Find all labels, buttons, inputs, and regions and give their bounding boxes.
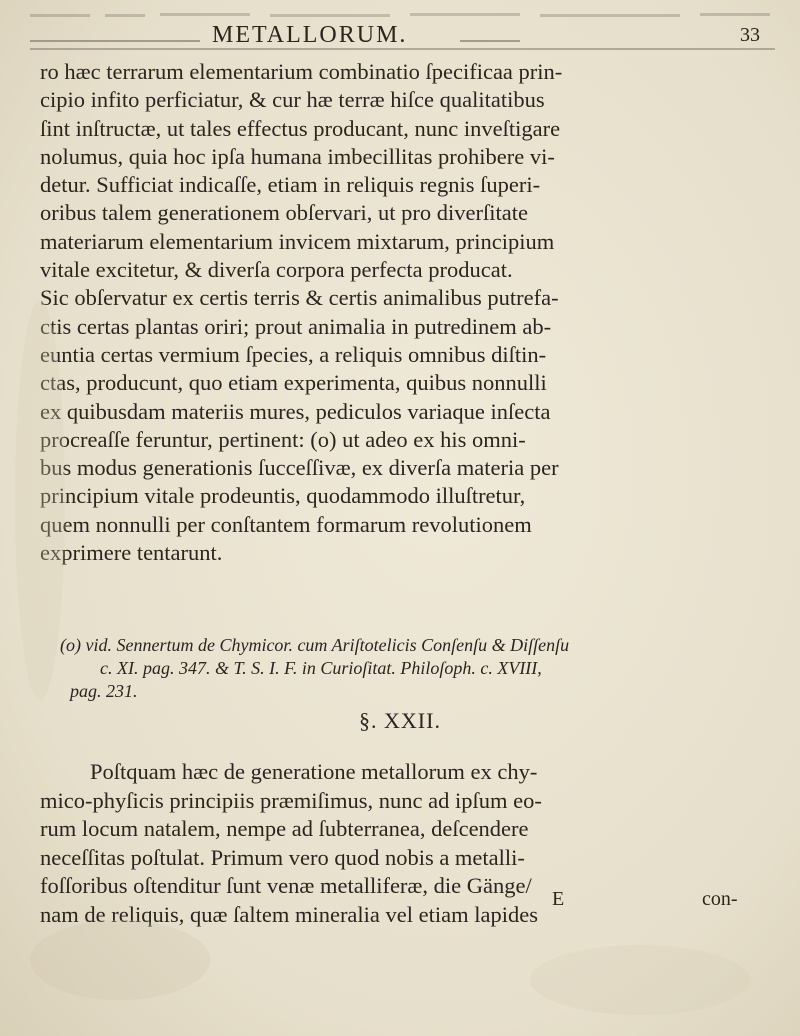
text-line: ſint inſtructæ, ut tales effectus producant, nunc inveſtigare [40,115,561,141]
signature-mark: E [552,888,565,910]
text-line: ctas, producunt, quo etiam experimenta, quibus nonnulli [40,370,547,396]
text-line: mico-phyſicis principiis præmiſimus, nunc ad ipſum eo- [40,787,542,813]
text-line: rum locum natalem, nempe ad ſubterranea, deſcendere [40,816,529,841]
paragraph-main [40,58,780,567]
text-line: principium vitale prodeuntis, quodammodo illuſtretur, [40,483,526,509]
text-line: ctis certas plantas oriri; prout animalia in putredinem ab- [40,313,552,339]
paragraph-section-xxii [40,758,780,929]
text-line: materiarum elementarium invicem mixtarum, principium [40,228,555,254]
text-line: oribus talem generationem obſervari, ut pro diverſitate [40,200,528,226]
text-line: Sic obſervatur ex certis terris & certis animalibus putrefa- [40,285,559,311]
top-edge-bleed-through [20,8,780,22]
text-line: neceſſitas poſtulat. Primum vero quod nobis a metalli- [40,844,525,870]
text-line: nam de reliquis, quæ ſaltem mineralia vel etiam lapides [40,901,538,927]
text-line: euntia certas vermium ſpecies, a reliquis omnibus diſtin- [40,341,547,367]
catchword: con- [702,888,738,910]
header-rule-right [460,40,520,42]
text-line: quem nonnulli per conſtantem formarum revolutionem [40,511,532,537]
footnote-line: pag. 231. [70,681,138,701]
running-title: METALLORUM. [212,22,408,48]
page-number: 33 [740,24,760,46]
text-line: cipio infito perficiatur, & cur hæ terræ hiſce qualitatibus [40,87,545,113]
footnote-line: c. XI. pag. 347. & T. S. I. F. in Curioſitat. Philoſoph. c. XVIII, [100,658,542,678]
text-line: exprimere tentarunt. [40,540,223,566]
text-line: ro hæc terrarum elementarium combinatio ſpecificaa prin- [40,59,563,84]
text-line: vitale excitetur, & diverſa corpora perfecta producat. [40,257,513,283]
header-underline [30,48,775,50]
text-line: bus modus generationis ſucceſſivæ, ex diverſa materia per [40,455,559,481]
text-line: procreaſſe feruntur, pertinent: (o) ut adeo ex his omni- [40,426,526,452]
footnote-line: (o) vid. Sennertum de Chymicor. cum Ariſtotelicis Conſenſu & Diſſenſu [60,635,570,655]
text-line: foſſoribus oſtenditur ſunt venæ metalliferæ, die Gänge/ [40,873,532,898]
text-line: ex quibusdam materiis mures, pediculos variaque inſecta [40,398,551,424]
footnote [60,634,780,703]
section-heading: §. XXII. [359,708,441,733]
header-rule-left [30,40,200,42]
text-line: Poſtquam hæc de generatione metallorum ex chy- [90,759,538,784]
text-line: nolumus, quia hoc ipſa humana imbecillitas prohibere vi- [40,143,555,169]
text-line: detur. Sufficiat indicaſſe, etiam in reliquis regnis ſuperi- [40,172,541,198]
